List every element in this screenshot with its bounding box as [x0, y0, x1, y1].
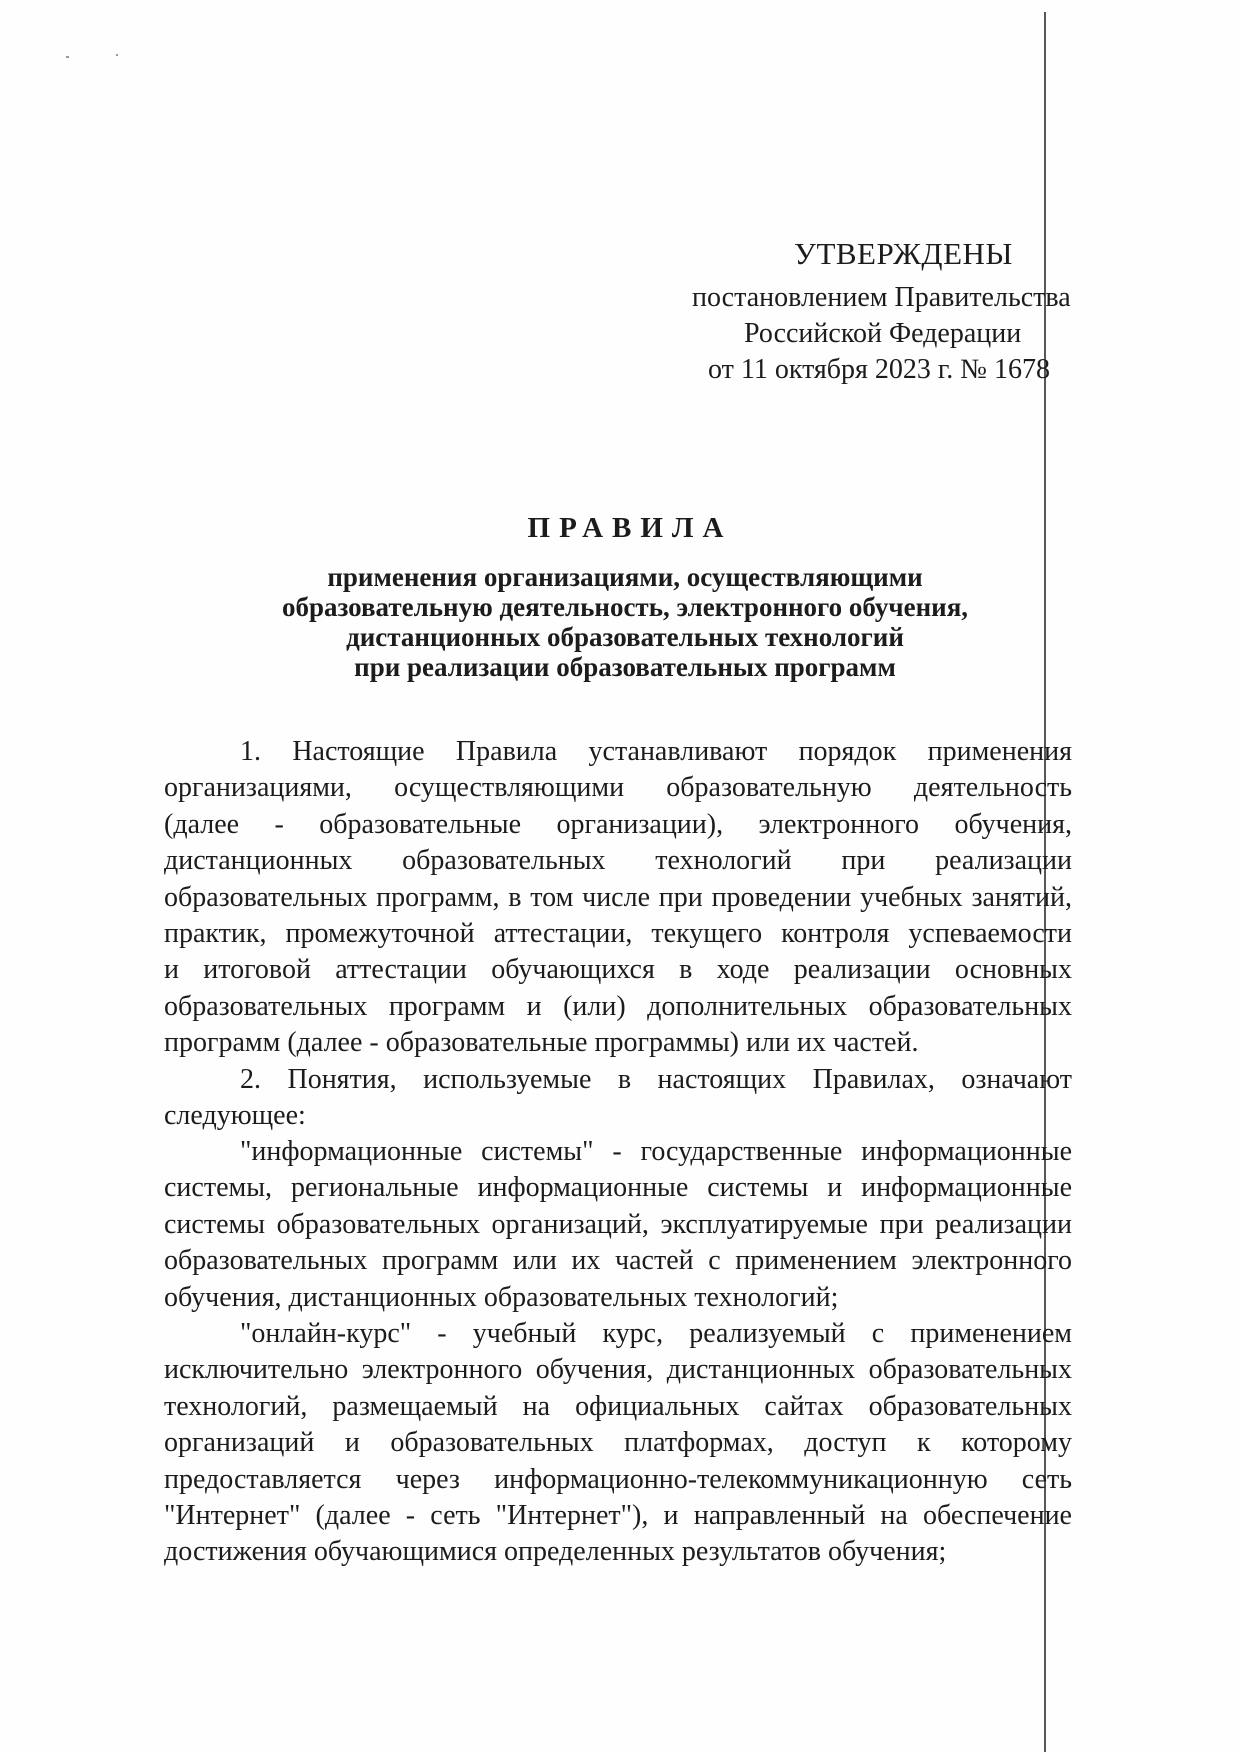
approval-heading: УТВЕРЖДЕНЫ [794, 236, 1013, 271]
text-line: программ (далее - образовательные программы) или их частей. [164, 1027, 919, 1059]
approval-line-government: Российской Федерации [744, 318, 1022, 349]
subtitle-line: дистанционных образовательных технологий [346, 622, 904, 652]
text-line: предоставляется через информационно-телекоммуникационную сеть [164, 1463, 1072, 1495]
paragraph-3 [164, 1134, 1072, 1316]
text-line: системы образовательных организаций, эксплуатируемые при реализации [164, 1208, 1072, 1240]
text-line: достижения обучающимися определенных результатов обучения; [164, 1536, 947, 1568]
text-line: дистанционных образовательных технологий при реализации [164, 845, 1072, 877]
text-line: следующее: [164, 1100, 306, 1132]
text-line: организаций и образовательных платформах, доступ к которому [164, 1427, 1072, 1459]
text-line: и итоговой аттестации обучающихся в ходе реализации основных [164, 954, 1072, 986]
scan-speck [66, 56, 69, 58]
paragraph-1 [164, 734, 1072, 1062]
text-line: "информационные системы" - государственные информационные [240, 1136, 1072, 1167]
approval-line-date-number: от 11 октября 2023 г. № 1678 [708, 354, 1050, 385]
text-line: организациями, осуществляющими образовательную деятельность [164, 772, 1072, 804]
subtitle-line: образовательную деятельность, электронного обучения, [281, 592, 969, 622]
text-line: образовательных программ или их частей с применением электронного [164, 1245, 1072, 1277]
text-line: "Интернет" (далее - сеть "Интернет"), и направленный на обеспечение [164, 1500, 1072, 1532]
text-line: "онлайн-курс" - учебный курс, реализуемый с применением [240, 1318, 1072, 1349]
text-line: системы, региональные информационные системы и информационные [164, 1172, 1072, 1204]
scan-speck [116, 54, 118, 56]
text-line: технологий, размещаемый на официальных сайтах образовательных [164, 1390, 1072, 1422]
subtitle-line: при реализации образовательных программ [354, 652, 896, 682]
approval-line-decree: постановлением Правительства [692, 282, 1071, 313]
text-line: исключительно электронного обучения, дистанционных образовательных [164, 1354, 1072, 1386]
subtitle-line: применения организациями, осуществляющими [327, 562, 923, 592]
paragraph-4 [164, 1316, 1072, 1571]
text-line: 2. Понятия, используемые в настоящих Правилах, означают [240, 1064, 1072, 1095]
text-line: обучения, дистанционных образовательных технологий; [164, 1281, 839, 1313]
text-line: 1. Настоящие Правила устанавливают порядок применения [240, 736, 1072, 767]
document-subtitle [0, 562, 1240, 682]
text-line: (далее - образовательные организации), электронного обучения, [164, 808, 1072, 840]
document-title: ПРАВИЛА [527, 512, 733, 544]
text-line: практик, промежуточной аттестации, текущего контроля успеваемости [164, 918, 1072, 950]
text-line: образовательных программ и (или) дополнительных образовательных [164, 990, 1072, 1022]
text-line: образовательных программ, в том числе при проведении учебных занятий, [164, 881, 1072, 913]
paragraph-2 [164, 1062, 1072, 1135]
